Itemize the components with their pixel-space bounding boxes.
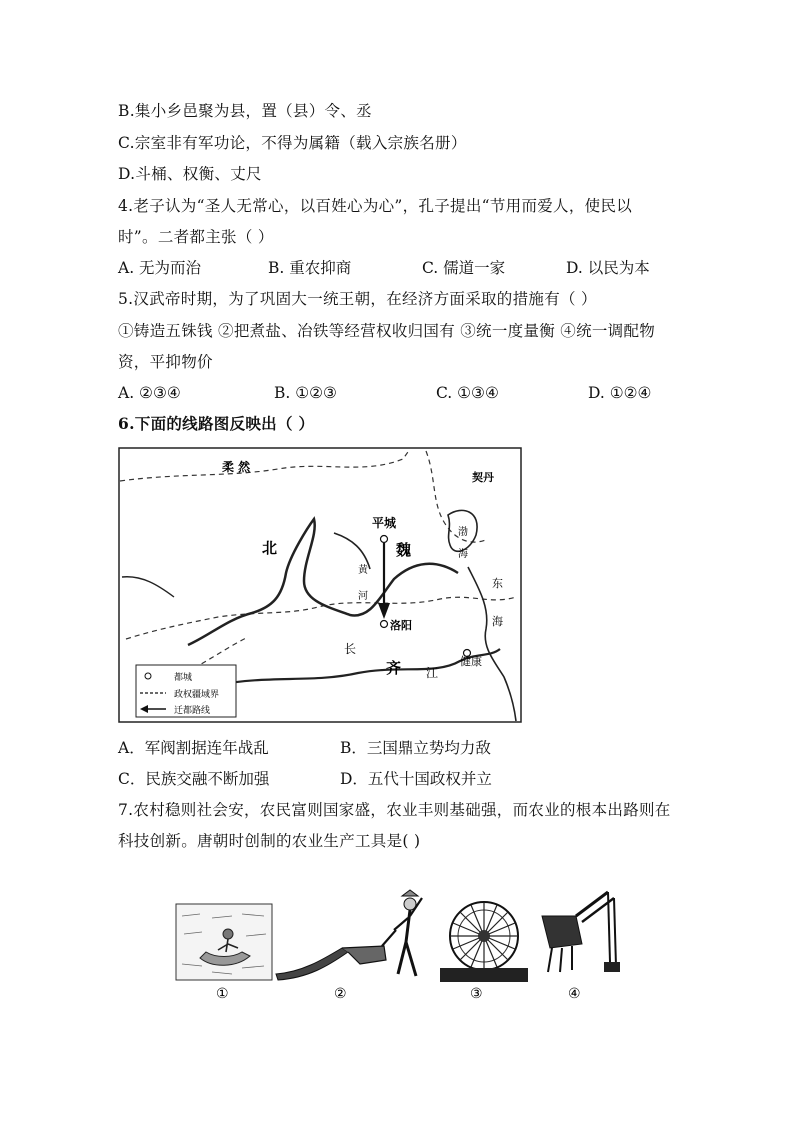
q4-option-c: C. 儒道一家: [422, 259, 506, 277]
map-label-jiankang: 健康: [460, 655, 482, 668]
q5-stem-line1: 5.汉武帝时期，为了巩固大一统王朝，在经济方面采取的措施有（ ）: [118, 290, 597, 308]
q3-option-c: C.宗室非有军功论，不得为属籍（载入宗族名册）: [118, 134, 467, 152]
q6-stem: 6.下面的线路图反映出（ ）: [118, 414, 315, 433]
map-label-chang: 长: [344, 642, 357, 656]
q3-option-b: B.集小乡邑聚为县，置（县）令、丞: [118, 102, 372, 120]
map-label-qi: 齐: [386, 659, 402, 677]
tool-4-illustration: [542, 892, 620, 972]
legend-route-label: 迁都路线: [174, 706, 211, 716]
map-label-bei: 北: [262, 539, 278, 557]
tool-3-illustration: [440, 902, 528, 982]
map-legend: [136, 665, 236, 717]
map-label-huanghe-2: 河: [358, 591, 368, 602]
tool-2-illustration: [276, 890, 422, 980]
farming-tools-figure: [172, 886, 622, 1002]
map-label-qidan: 契丹: [472, 471, 494, 484]
q5-stem-line3: 资，平抑物价: [118, 353, 213, 371]
legend-border-label: 政权疆域界: [174, 690, 220, 700]
q4-stem-line1: 4.老子认为“圣人无常心，以百姓心为心”，孔子提出“节用而爱人，使民以: [118, 197, 633, 215]
q7-stem-line2: 科技创新。唐朝时创制的农业生产工具是( ): [118, 832, 421, 850]
q6-option-a: A．军阀割据连年战乱: [118, 739, 269, 757]
map-label-donghai-1: 东: [492, 577, 503, 590]
q5-stem-line2: ①铸造五铢钱 ②把煮盐、冶铁等经营权收归国有 ③统一度量衡 ④统一调配物: [118, 322, 656, 340]
q5-option-d: D. ①②④: [588, 384, 652, 402]
tool-4-label: ④: [568, 986, 581, 1002]
q4-option-a: A. 无为而治: [118, 259, 202, 277]
q6-option-c: C．民族交融不断加强: [118, 770, 270, 788]
map-label-bohai-1: 渤: [458, 527, 468, 538]
q4-option-d: D. 以民为本: [566, 259, 650, 277]
q6-option-b: B．三国鼎立势均力敌: [340, 739, 491, 757]
q5-option-c: C. ①③④: [436, 384, 499, 402]
q7-stem-line1: 7.农村稳则社会安，农民富则国家盛，农业丰则基础强，而农业的根本出路则在: [118, 801, 671, 819]
map-label-huanghe-1: 黄: [358, 565, 368, 576]
map-label-bohai-2: 海: [458, 549, 468, 560]
tool-1-illustration: [176, 904, 272, 980]
tool-1-label: ①: [216, 986, 229, 1002]
map-label-pingcheng: 平城: [372, 516, 397, 530]
q5-option-b: B. ①②③: [274, 384, 337, 402]
map-label-luoyang: 洛阳: [390, 619, 412, 632]
map-label-donghai-2: 海: [492, 615, 503, 628]
tool-2-label: ②: [334, 986, 347, 1002]
q4-option-b: B. 重农抑商: [268, 259, 352, 277]
map-label-rouran: 柔 然: [222, 460, 251, 474]
tool-3-label: ③: [470, 986, 483, 1002]
map-label-jiang: 江: [426, 666, 439, 680]
migration-route-map: [118, 447, 522, 723]
legend-capital-label: 都城: [174, 673, 193, 683]
q3-option-d: D.斗桶、权衡、丈尺: [118, 165, 262, 183]
q5-option-a: A. ②③④: [118, 384, 181, 402]
map-label-wei: 魏: [396, 541, 412, 559]
q4-stem-line2: 时”。二者都主张（ ）: [118, 228, 274, 246]
q6-option-d: D．五代十国政权并立: [340, 770, 492, 788]
